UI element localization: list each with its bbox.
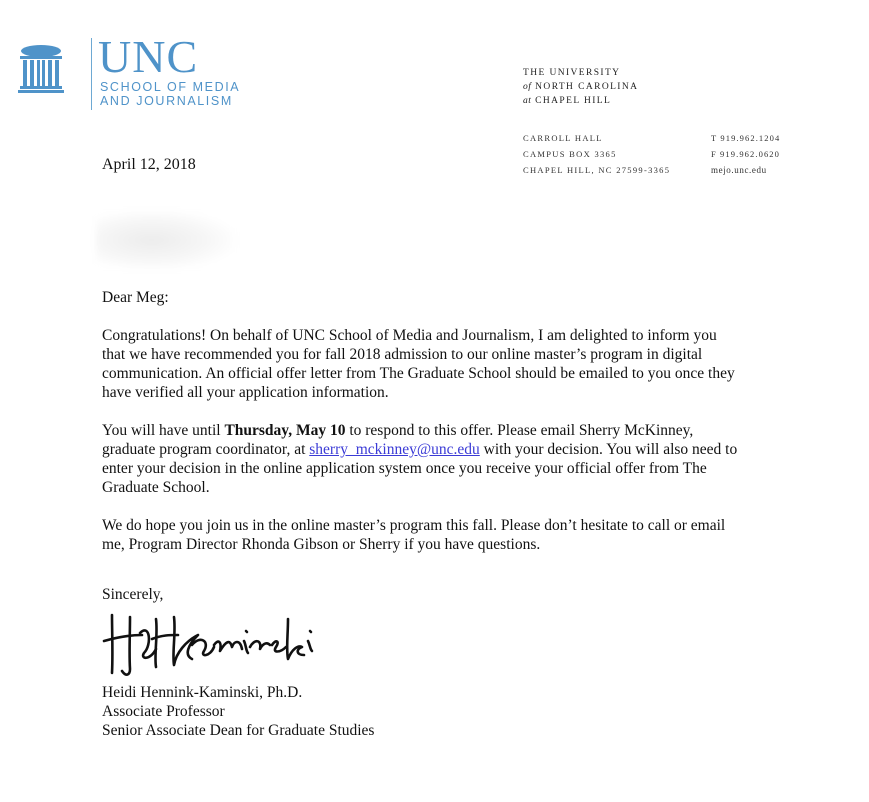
logo-subtitle-line2: AND JOURNALISM — [100, 94, 233, 108]
closing: Sincerely, — [102, 586, 164, 603]
website: mejo.unc.edu — [711, 165, 767, 175]
university-line1: THE UNIVERSITY — [523, 68, 621, 78]
email-link[interactable]: sherry_mckinney@unc.edu — [309, 441, 480, 458]
signer-title: Senior Associate Dean for Graduate Studies — [102, 722, 375, 739]
signature-block — [102, 683, 374, 740]
mailing-address — [523, 130, 670, 178]
contact-info — [711, 130, 780, 178]
logo-subtitle-line1: SCHOOL OF MEDIA — [100, 80, 241, 94]
paragraph-3: We do hope you join us in the online master’s program this fall. Please don’t hesitate to call or email me, Program Director Rhonda Gibson or Sherry if you have questions. — [102, 517, 726, 553]
address-line: CHAPEL HILL, NC 27599-3365 — [523, 165, 671, 175]
letter-date: April 12, 2018 — [102, 156, 196, 173]
redacted-recipient-address — [96, 210, 236, 270]
address-line: CAMPUS BOX 3365 — [523, 149, 617, 159]
old-well-icon — [16, 44, 66, 100]
paragraph-2: You will have until Thursday, May 10 to respond to this offer. Please email Sherry McKinney, graduate program coordinator, at sherry_mckinney@unc.edu with your decision. You will also need to enter your decision in the online application system once you receive your official offer from The Graduate School. — [102, 422, 738, 496]
phone-number: T 919.962.1204 — [711, 133, 781, 143]
signer-title: Associate Professor — [102, 703, 225, 720]
signer-name: Heidi Hennink-Kaminski, Ph.D. — [102, 684, 303, 701]
address-line: CARROLL HALL — [523, 133, 603, 143]
salutation: Dear Meg: — [102, 289, 169, 306]
unc-logo — [16, 31, 276, 116]
university-line3: at CHAPEL HILL — [523, 96, 612, 106]
deadline-date: Thursday, May 10 — [224, 422, 346, 439]
letter-body — [102, 288, 742, 573]
university-name — [523, 66, 638, 108]
fax-number: F 919.962.0620 — [711, 149, 781, 159]
handwritten-signature — [100, 605, 330, 680]
paragraph-1: Congratulations! On behalf of UNC School of Media and Journalism, I am delighted to inform you that we have recommended you for fall 2018 admission to our online master’s program in digital communication. An official offer letter from The Graduate School should be emailed to you once they have verified all your application information. — [102, 327, 735, 401]
university-line2: of NORTH CAROLINA — [523, 82, 639, 92]
logo-divider — [91, 38, 92, 110]
logo-wordmark: UNC — [98, 31, 199, 82]
